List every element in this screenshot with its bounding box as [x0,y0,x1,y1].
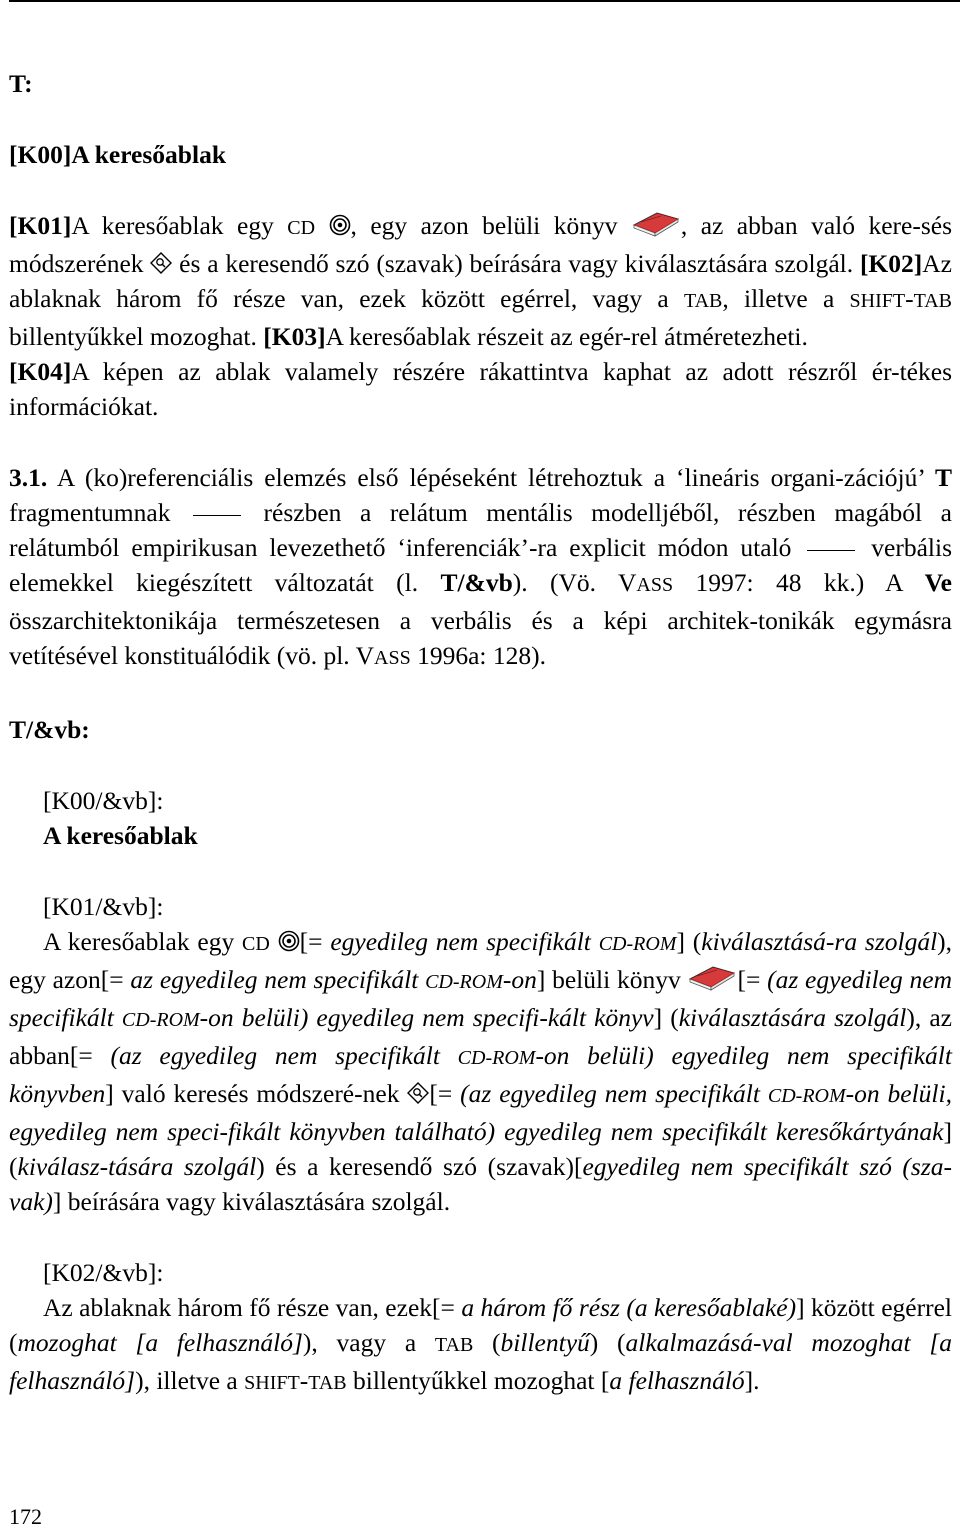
section-heading-tvb: T/&vb: [9,715,90,744]
k01vb-label: [K01/&vb]: [43,892,164,921]
cd-icon [278,930,300,952]
k02vb-text: Az ablaknak három fő része van, ezek[= a három fő rész (a keresőablaké)] között egérrel (mozoghat [a felhasználó]), vagy a TAB (billentyű) (alkalmazásá-val mozoghat [a felhasználó]), illetve a SHIFT-TAB billentyűkkel mozoghat [a felhasználó]. [9,1293,952,1395]
k00vb-block [9,783,952,853]
search-method-icon [150,252,172,274]
k00vb-title: A keresőablak [43,821,198,850]
section-heading-t: T: [9,69,33,98]
document-page [9,66,952,1401]
k03-marker: [K03] [263,322,326,351]
top-rule [9,0,960,2]
page-number: 172 [9,1504,42,1529]
k02-marker: [K02] [859,249,923,278]
k02vb-block [9,1255,952,1401]
section-number: 3.1. [9,463,48,492]
cd-icon [329,214,351,236]
paragraph-k01: [K01]A keresőablak egy CD , egy azon belüli könyv , az abban való kere-sés módszerének és a keresendő szó (szavak) beírására vagy kiválasztására szolgál. [K02]Az ablaknak három fő része van, ezek között egérrel, vagy a TAB, illetve a SHIFT-TAB billentyűkkel mozoghat. [K03]A keresőablak részeit az egér-rel átméretezheti. [K04]A képen az ablak valamely részére rákattintva kaphat az adott részről ér-tékes információkat. [9,208,952,424]
paragraph-3-1: 3.1. A (ko)referenciális elemzés első lépéseként létrehoztuk a ‘lineáris organi-zációjú’ T fragmentumnak részben a relátum mentális modelljéből, részben magából a relátumból empirikusan levezethető ‘inferenciák’-ra explicit módon utaló verbális elemekkel kiegészített változatát (l. T/&vb). (Vö. VASS 1997: 48 kk.) A Ve összarchitektonikája természetesen a verbális és a képi architek-tonikák egymásra vetítésével konstituálódik (vö. pl. VASS 1996a: 128). [9,463,952,670]
k02vb-label: [K02/&vb]: [43,1258,164,1287]
em-dash [807,550,855,551]
k01vb-text: A keresőablak egy CD [= egyedileg nem specifikált CD-ROM] (kiválasztásá-ra szolgál), egy azon[= az egyedileg nem specifikált CD-ROM-on] belüli könyv [= (az egyedileg nem specifikált CD-ROM-on belüli) egyedileg nem specifi-kált könyv] (kiválasztására szolgál), az abban[= (az egyedileg nem specifikált CD-ROM-on belüli) egyedileg nem specifikált könyvben] való keresés módszeré-nek [= (az egyedileg nem specifikált CD-ROM-on belüli, egyedileg nem speci-fikált könyvben található) egyedileg nem specifikált keresőkártyának] (kiválasz-tására szolgál) és a keresendő szó (szavak)[egyedileg nem specifikált szó (sza-vak)] beírására vagy kiválasztására szolgál. [9,927,953,1216]
cd-label: CD [287,217,316,239]
book-icon [687,961,737,991]
k01-marker: [K01] [9,211,72,240]
k01vb-block [9,889,952,1219]
book-icon [631,207,681,237]
k00-heading: [K00]A keresőablak [9,140,226,169]
k00vb-label: [K00/&vb]: [43,786,164,815]
k04-marker: [K04] [9,357,72,386]
em-dash [193,515,241,516]
search-method-icon [407,1082,429,1104]
